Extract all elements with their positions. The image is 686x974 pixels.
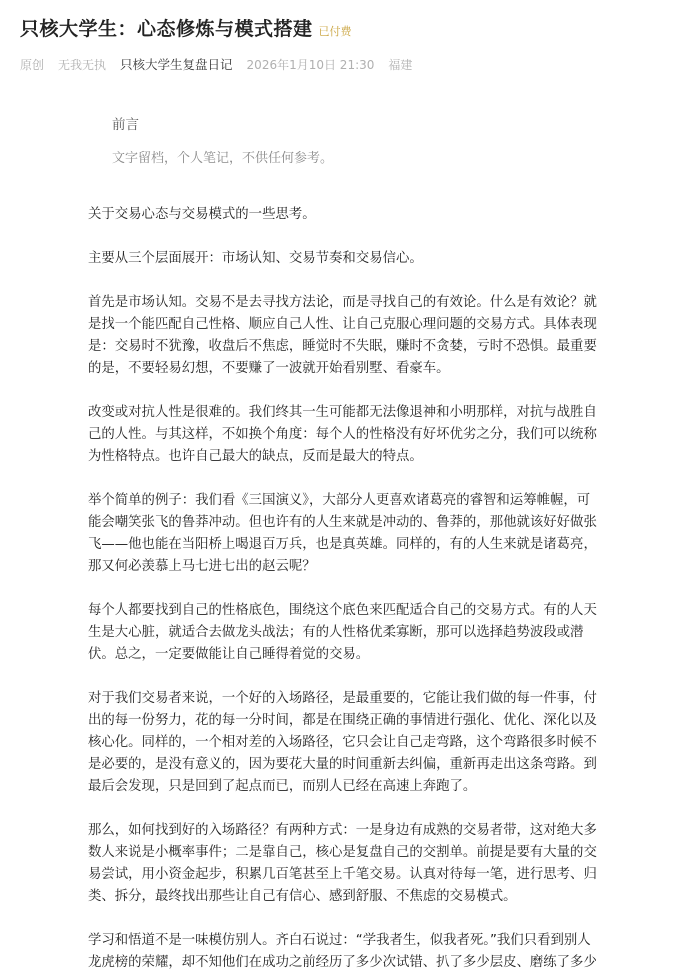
publish-datetime: 2026年1月10日 21:30 [246,57,375,72]
author-name[interactable]: 无我无执 [58,57,107,72]
paragraph: 主要从三个层面展开：市场认知、交易节奏和交易信心。 [88,251,423,266]
preface-heading: 前言 [112,117,139,133]
preface-block [112,113,686,166]
title-row [20,14,666,41]
account-name[interactable]: 只核大学生复盘日记 [120,57,233,72]
paragraph: 关于交易心态与交易模式的一些思考。 [88,207,316,222]
article-body [0,166,686,974]
paragraph: 举个简单的例子：我们看《三国演义》，大部分人更喜欢诸葛亮的睿智和运筹帷幄，可能会嘲笑张飞的鲁莽冲动。但也许有的人生来就是冲动的、鲁莽的，那他就该好好做张飞——他也能在当阳桥上喝退百万兵，也是真英雄。同样的，有的人生来就是诸葛亮，那又何必羡慕上马七进七出的赵云呢？ [88,493,597,574]
preface-text: 文字留档，个人笔记，不供任何参考。 [112,151,334,166]
original-tag: 原创 [20,57,45,72]
paragraph: 学习和悟道不是一味模仿别人。齐白石说过：“学我者生，似我者死。”我们只看到别人龙虎榜的荣耀，却不知他们在成功之前经历了多少次试错、扒了多少层皮、磨练了多少 [88,933,597,970]
publish-location: 福建 [388,57,413,72]
paragraph: 首先是市场认知。交易不是去寻找方法论，而是寻找自己的有效论。什么是有效论？就是找一个能匹配自己性格、顺应自己人性、让自己克服心理问题的交易方式。具体表现是：交易时不犹豫，收盘后不焦虑，睡觉时不失眠，赚时不贪婪，亏时不恐惧。最重要的是，不要轻易幻想，不要赚了一波就开始看别墅、看豪车。 [88,295,597,376]
paragraph: 那么，如何找到好的入场路径？有两种方式：一是身边有成熟的交易者带，这对绝大多数人来说是小概率事件；二是靠自己，核心是复盘自己的交割单。前提是要有大量的交易尝试，用小资金起步，积累几百笔甚至上千笔交易。认真对待每一笔，进行思考、归类、拆分，最终找出那些让自己有信心、感到舒服、不焦虑的交易模式。 [88,823,597,904]
article-header [0,0,686,73]
paragraph: 对于我们交易者来说，一个好的入场路径，是最重要的，它能让我们做的每一件事，付出的每一份努力，花的每一分时间，都是在围绕正确的事情进行强化、优化、深化以及核心化。同样的，一个相对差的入场路径，它只会让自己走弯路，这个弯路很多时候不是必要的，是没有意义的，因为要花大量的时间重新去纠偏，重新再走出这条弯路。到最后会发现，只是回到了起点而已，而别人已经在高速上奔跑了。 [88,691,597,794]
paragraph: 每个人都要找到自己的性格底色，围绕这个底色来匹配适合自己的交易方式。有的人天生是大心脏，就适合去做龙头战法；有的人性格优柔寡断，那可以选择趋势波段或潜伏。总之，一定要做能让自己睡得着觉的交易。 [88,603,597,662]
paragraph: 改变或对抗人性是很难的。我们终其一生可能都无法像退神和小明那样，对抗与战胜自己的人性。与其这样，不如换个角度：每个人的性格没有好坏优劣之分，我们可以统称为性格特点。也许自己最大的缺点，反而是最大的特点。 [88,405,597,464]
article-meta [20,55,666,73]
paid-badge: 已付费 [318,25,352,38]
article-title: 只核大学生：心态修炼与模式搭建 [20,18,313,40]
